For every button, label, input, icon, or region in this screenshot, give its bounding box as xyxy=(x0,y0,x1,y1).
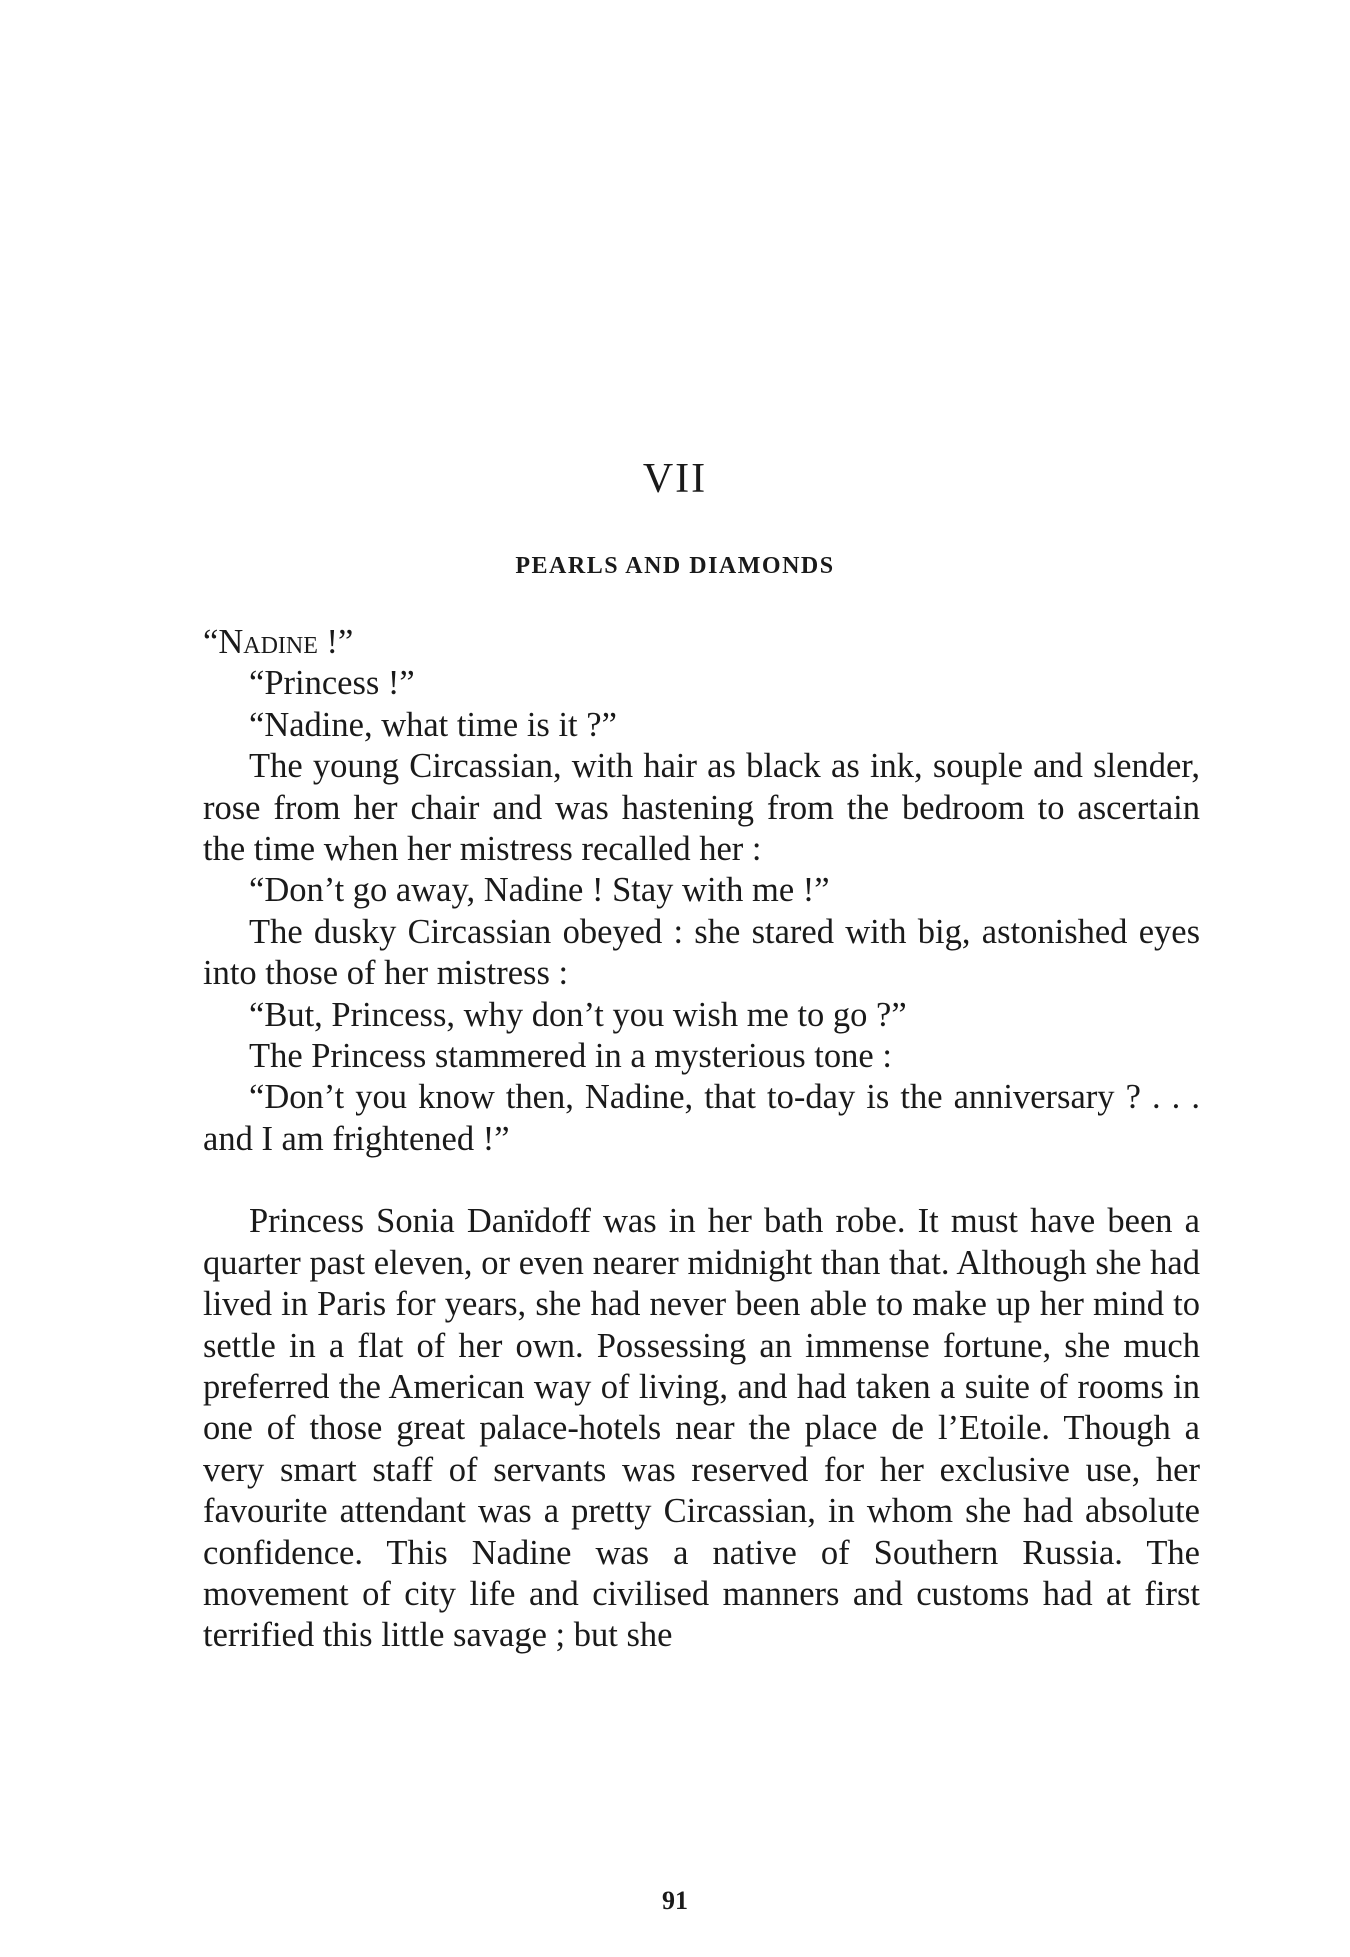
paragraph-6: The dusky Circassian obeyed : she stared with big, astonished eyes into those of her mistress : xyxy=(203,912,1200,993)
paragraph-7: “But, Princess, why don’t you wish me to go ?” xyxy=(249,995,907,1034)
paragraph-9: “Don’t you know then, Nadine, that to-day is the anniversary ? . . . and I am frightened !” xyxy=(203,1078,1200,1158)
opening-quote: “ xyxy=(203,623,219,661)
paragraph-4: The young Circassian, with hair as black as ink, souple and slender, rose from her chair and was hastening from the bedroom to ascertain the time when her mistress recalled her : xyxy=(203,747,1200,869)
paragraph-5: “Don’t go away, Nadine ! Stay with me !” xyxy=(249,871,830,910)
chapter-body xyxy=(203,622,1200,1657)
paragraph-10: Princess Sonia Danïdoff was in her bath robe. It must have been a quarter past eleven, or even nearer midnight than that. Although she had lived in Paris for years, she had never been able to make up her mind to settle in a flat of her own. Possessing an immense fortune, she much preferred the American way of living, and had taken a suite of rooms in one of those great palace-hotels near the place de l’Etoile. Though a very smart staff of servants was reserved for her exclusive use, her favourite attendant was a pretty Circassian, in whom she had absolute confidence. This Nadine was a native of Southern Russia. The movement of city life and civilised manners and customs had at first terrified this little savage ; but she xyxy=(203,1202,1200,1655)
chapter-number: VII xyxy=(642,456,708,502)
opening-word: Nadine xyxy=(218,623,318,661)
page-number: 91 xyxy=(662,1886,688,1915)
chapter-title: PEARLS AND DIAMONDS xyxy=(515,553,835,579)
paragraph-8: The Princess stammered in a mysterious tone : xyxy=(249,1037,892,1076)
opening-remainder: !” xyxy=(317,623,354,661)
paragraph-2: “Princess !” xyxy=(249,664,415,703)
paragraph-3: “Nadine, what time is it ?” xyxy=(249,705,617,744)
paragraph-1 xyxy=(203,622,1200,663)
